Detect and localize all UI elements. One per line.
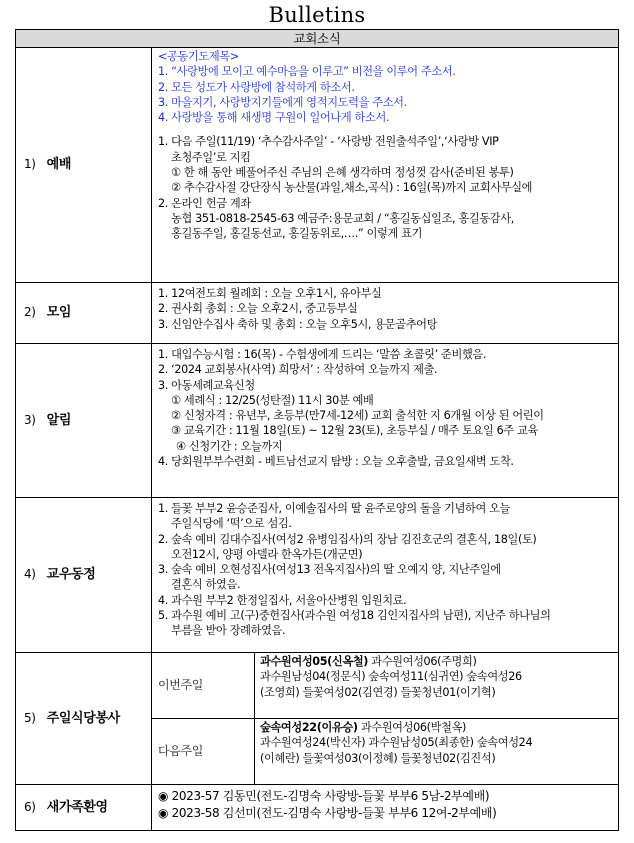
- prayer-item: 4. 사랑방을 통해 새생명 구원이 일어나게 하소서.: [158, 111, 390, 125]
- section-header: 교회소식: [16, 30, 619, 48]
- worship-label: 1) 예배: [16, 48, 152, 283]
- notice-label: 3) 알림: [16, 344, 152, 498]
- page-title: Bulletins: [268, 3, 366, 27]
- members-content: 1. 들꽃 부부2 윤승준집사, 이예솔집사의 딸 윤주로양의 돌을 기념하여 오늘 주일식당에 ‘떡’으로 섬김. 2. 숲속 예비 김대수집사(여성2 유병임집사)의 장남 김진호군의 결혼식, 18일(토) 오전12시, 양평 아델라 한옥가든(개군면) 3. 숲속 예비 오현성집사(여성13 전옥지집사)의 딸 오예지 양, 지난주일에 결혼식 하였음. 4. 과수원 부부2 한정일집사, 서울아산병원 입원치료. 5. 과수원 예비 고(구)중헌집사(과수원 여성18 김인지집사의 남편), 지난주 하나님의 부름을 받아 장례하였음.: [152, 498, 619, 653]
- meeting-content: 1. 12여전도회 월례회 : 오늘 오후1시, 유아부실 2. 권사회 총회 : 오늘 오후2시, 중고등부실 3. 신임안수집사 축하 및 총회 : 오늘 오후5시, 용문골추어탕: [152, 283, 619, 344]
- this-week-label: 이번주일: [152, 653, 255, 719]
- prayer-item: 3. 마을지기, 사랑방지기들에게 영적지도력을 주소서.: [158, 95, 407, 109]
- newfamily-label: 6) 새가족환영: [16, 785, 152, 831]
- prayer-title: <공동기도제목>: [158, 50, 239, 63]
- notice-content: 1. 대입수능시험 : 16(목) - 수험생에게 드리는 ‘말씀 초콜릿’ 준비했음. 2. ‘2024 교회봉사(사역) 희망서’ : 작성하여 오늘까지 제출. 3. 아동세례교육신청 ① 세례식 : 12/25(성탄절) 11시 30분 예배 ② 신청자격 : 유년부, 초등부(만7세-12세) 교회 출석한 지 6개월 이상 된 어린이 ③ 교육기간 : 11월 18일(토) ~ 12월 23(토), 초등부실 / 매주 토요일 6주 교육 ④ 신청기간 : 오늘까지 4. 당회원부부수련회 - 베트남선교지 탐방 : 오늘 오후출발, 금요일새벽 도착.: [152, 344, 619, 498]
- prayer-item: 1. “사랑방에 모이고 예수마음을 이루고” 비전을 이루어 주소서.: [158, 65, 456, 79]
- next-week-servers: 숲속여성22(이유승) 과수원여성06(박철옥) 과수원여성24(박신자) 과수원남성05(최종한) 숲속여성24 (이혜란) 들꽃여성03(이정혜) 들꽃청년02(김진석): [255, 719, 619, 785]
- service-label: 5) 주일식당봉사: [16, 653, 152, 785]
- list-item: ◉ 2023-57 김동민(전도-김명숙 사랑방-들꽃 부부6 5남-2부예배): [158, 789, 490, 803]
- worship-content: <공동기도제목> 1. “사랑방에 모이고 예수마음을 이루고” 비전을 이루어 주소서. 2. 모든 성도가 사랑방에 참석하게 하소서. 3. 마을지기, 사랑방지기들에게 영적지도력을 주소서. 4. 사랑방을 통해 새생명 구원이 일어나게 하소서. 1. 다음 주일(11/19) ‘추수감사주일’ - ‘사랑방 전원출석주일’,‘사랑방 VIP 초청주일’로 지킴 ① 한 해 동안 베풀어주신 주님의 은혜 생각하며 정성껏 감사(준비된 봉투) ② 추수감사절 강단장식 농산물(과일,채소,곡식) : 16일(목)까지 교회사무실에 2. 온라인 헌금 계좌 농협 351-0818-2545-63 예금주:용문교회 / “홍길동십일조, 홍길동감사, 홍길동주일, 홍길동선교, 홍길동위로,….” 이렇게 표기: [152, 48, 619, 283]
- bulletin-table: [15, 29, 619, 831]
- next-week-label: 다음주일: [152, 719, 255, 785]
- newfamily-content: [152, 785, 619, 831]
- list-item: ◉ 2023-58 김선미(전도-김명숙 사랑방-들꽃 부부6 12여-2부예배): [158, 806, 497, 820]
- prayer-item: 2. 모든 성도가 사랑방에 참석하게 하소서.: [158, 80, 355, 94]
- meeting-label: 2) 모임: [16, 283, 152, 344]
- this-week-servers: 과수원여성05(신옥철) 과수원여성06(주명희) 과수원남성04(정문식) 숲속여성11(심귀연) 숲속여성26 (조영희) 들꽃여성02(김연경) 들꽃청년01(이기혁): [255, 653, 619, 719]
- members-label: 4) 교우동정: [16, 498, 152, 653]
